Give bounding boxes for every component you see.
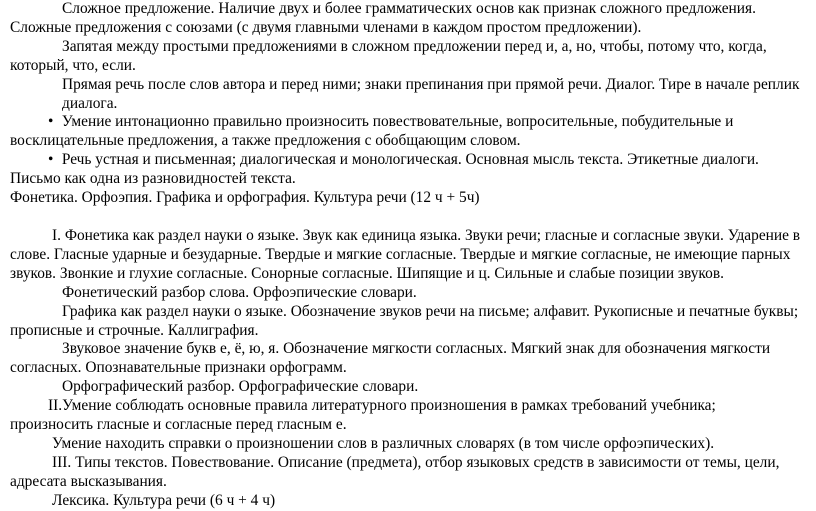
bullet-item-intonation	[10, 113, 802, 151]
paragraph-graphics: Графика как раздел науки о языке. Обозначение звуков речи на письме; алфавит. Рукописные и печатные буквы; прописные и строчные. Каллиграфия.	[10, 302, 799, 339]
bullet-item-text: Умение интонационно правильно произносить повествовательные, вопросительные, побудительные и восклицательные предложения, а также предложения с обобщающим словом.	[10, 113, 734, 150]
section-heading-phonetics: Фонетика. Орфоэпия. Графика и орфография. Культура речи (12 ч + 5ч)	[10, 189, 480, 207]
paragraph-pronunciation-skill: II.Умение соблюдать основные правила литературного произношения в рамках требований учебника; произносить гласные и согласные перед гласным е.	[10, 397, 716, 434]
bullet-icon: •	[48, 151, 54, 169]
paragraph-orthography: Орфографический разбор. Орфографические словари.	[62, 378, 419, 396]
paragraph-letter-sounds: Звуковое значение букв е, ё, ю, я. Обозначение мягкости согласных. Мягкий знак для обозначения мягкости согласных. Опознавательные признаки орфограмм.	[10, 340, 771, 377]
paragraph-complex-sentence: Сложное предложение. Наличие двух и более грамматических основ как признак сложного предложения. Сложные предложения с союзами (с двумя главными членами в каждом простом предложении).	[10, 0, 756, 36]
paragraph-text-types: III. Типы текстов. Повествование. Описание (предмета), отбор языковых средств в зависимости от темы, цели, адресата высказывания.	[10, 453, 780, 490]
section-heading-lexicon: Лексика. Культура речи (6 ч + 4 ч)	[52, 491, 276, 509]
paragraph-phonetic-analysis: Фонетический разбор слова. Орфоэпические словари.	[62, 283, 417, 301]
paragraph-phonetics-intro: I. Фонетика как раздел науки о языке. Звук как единица языка. Звуки речи; гласные и согласные звуки. Ударение в слове. Гласные ударные и безударные. Твердые и мягкие согласные. Твердые и мягкие согласные, не имеющие парных звуков. Звонкие и глухие согласные. Сонорные согласные. Шипящие и ц. Сильные и слабые позиции звуков.	[10, 226, 801, 282]
bullet-item-speech	[10, 151, 802, 189]
paragraph-comma-rule: Запятая между простыми предложениями в сложном предложении перед и, а, но, чтобы, потому что, когда, который, что, если.	[10, 37, 767, 74]
spacer	[10, 208, 802, 227]
bullet-item-text: Речь устная и письменная; диалогическая и монологическая. Основная мысль текста. Этикетные диалоги. Письмо как одна из разновидностей текста.	[10, 151, 759, 188]
paragraph-dictionary-skill: Умение находить справки о произношении слов в различных словарях (в том числе орфоэпических).	[52, 434, 715, 452]
paragraph-direct-speech: Прямая речь после слов автора и перед ними; знаки препинания при прямой речи. Диалог. Тире в начале реплик диалога.	[62, 75, 800, 112]
bullet-icon: •	[48, 113, 54, 131]
